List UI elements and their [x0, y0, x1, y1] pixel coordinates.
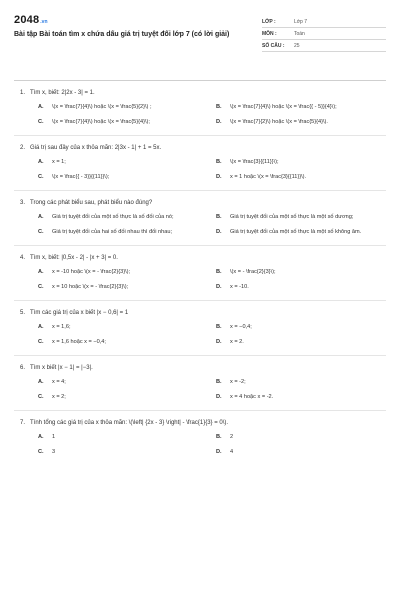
option-letter: D. [216, 228, 222, 235]
option-letter: A. [38, 434, 44, 440]
meta-row-class [262, 16, 386, 28]
answer-option[interactable] [216, 174, 386, 182]
answer-option[interactable] [216, 339, 386, 347]
answer-option[interactable] [38, 284, 208, 292]
option-letter: D. [216, 118, 222, 125]
option-text: \(x = \frac{7}{4}\) hoặc \(x = \frac{5}{4}\); [52, 118, 150, 125]
question-number: 1. [20, 90, 26, 96]
question-text: Tính tổng các giá trị của x thỏa mãn: \(\left| {2x - 3} \right| - \frac{1}{3} = 0\). [30, 420, 229, 426]
option-letter: A. [38, 379, 44, 385]
question-item [14, 144, 386, 191]
answer-option[interactable] [216, 379, 386, 387]
question-number: 4. [20, 255, 26, 261]
question-stem [14, 199, 386, 207]
logo-main-text: 2048 [14, 14, 40, 26]
option-letter: B. [216, 214, 222, 220]
option-letter: A. [38, 269, 44, 275]
option-letter: D. [216, 173, 222, 180]
option-text: x = 4 hoặc x = -2. [230, 393, 274, 400]
option-text: x = -2; [230, 379, 246, 385]
answer-option[interactable] [216, 119, 386, 127]
question-divider [14, 135, 386, 136]
meta-row-count [262, 40, 386, 52]
option-text: x = −0,4; [230, 324, 252, 330]
option-letter: C. [38, 448, 44, 455]
meta-value: Toán [294, 30, 305, 37]
question-text: Tìm các giá trị của x biết |x − 0,6| = 1 [30, 310, 129, 316]
answer-option[interactable] [38, 229, 208, 237]
answer-option[interactable] [38, 434, 208, 442]
meta-label: SỐ CÂU : [262, 42, 285, 49]
option-text: x = 10 hoặc \(x = - \frac{2}{3}\); [52, 283, 129, 290]
answer-option[interactable] [38, 339, 208, 347]
answer-options [14, 104, 386, 126]
question-number: 7. [20, 420, 26, 426]
option-text: \(x = - \frac{2}{3}\); [230, 269, 276, 275]
logo-domain-text: .vn [40, 19, 48, 25]
answer-option[interactable] [38, 269, 208, 277]
option-letter: B. [216, 159, 222, 165]
meta-label: MÔN : [262, 30, 277, 37]
document-title: Bài tập Bài toán tìm x chứa dấu giá trị tuyệt đối lớp 7 (có lời giải) [14, 31, 230, 38]
question-text: Tìm x biết |x − 1| = |−3|. [30, 365, 93, 371]
option-text: x = 4; [52, 379, 66, 385]
answer-option[interactable] [216, 449, 386, 457]
brand [14, 14, 244, 62]
meta-info [262, 16, 386, 62]
answer-option[interactable] [216, 394, 386, 402]
question-stem [14, 144, 386, 152]
answer-options [14, 269, 386, 291]
question-divider [14, 410, 386, 411]
meta-value: Lớp 7 [294, 18, 308, 25]
question-item [14, 419, 386, 456]
header-divider [14, 80, 386, 81]
option-text: x = 1 hoặc \(x = \frac{3}{{11}}\). [230, 173, 307, 180]
meta-row-subject [262, 28, 386, 40]
option-text: x = -10. [230, 283, 249, 290]
option-letter: B. [216, 104, 222, 110]
option-text: Giá trị tuyệt đối của một số thực là một số dương; [230, 214, 354, 220]
option-letter: C. [38, 173, 44, 180]
option-text: x = -10 hoặc \(x = - \frac{2}{3}\); [52, 269, 131, 275]
option-text: x = 2. [230, 338, 244, 345]
answer-option[interactable] [38, 379, 208, 387]
option-letter: C. [38, 228, 44, 235]
option-letter: A. [38, 214, 44, 220]
option-letter: A. [38, 159, 44, 165]
answer-option[interactable] [216, 229, 386, 237]
option-text: \(x = \frac{7}{4}\) hoặc \(x = \frac{{ - 5}}{4}\); [230, 104, 337, 110]
option-text: \(x = \frac{7}{4}\) hoặc \(x = \frac{5}{2}\) ; [52, 104, 152, 110]
option-text: x = 2; [52, 393, 66, 400]
option-text: 1 [52, 434, 56, 440]
option-text: \(x = \frac{7}{2}\) hoặc \(x = \frac{5}{4}\). [230, 118, 328, 125]
option-text: 4 [230, 448, 234, 455]
option-letter: D. [216, 338, 222, 345]
answer-option[interactable] [216, 324, 386, 332]
meta-label: LỚP : [262, 18, 276, 25]
option-text: \(x = \frac{{ - 3}}{{11}}\); [52, 173, 110, 180]
question-divider [14, 300, 386, 301]
answer-option[interactable] [216, 214, 386, 222]
question-list [14, 89, 386, 456]
option-letter: D. [216, 283, 222, 290]
question-divider [14, 355, 386, 356]
answer-option[interactable] [38, 324, 208, 332]
question-text: Tìm x, biết: 2|2x - 3| = 1. [30, 90, 95, 96]
option-text: Giá trị tuyệt đối của một số thực là một số không âm. [230, 228, 362, 235]
option-letter: A. [38, 324, 44, 330]
question-divider [14, 245, 386, 246]
answer-option[interactable] [216, 159, 386, 167]
answer-options [14, 434, 386, 456]
option-letter: C. [38, 393, 44, 400]
question-stem [14, 309, 386, 317]
answer-option[interactable] [216, 434, 386, 442]
answer-options [14, 324, 386, 346]
question-number: 2. [20, 145, 26, 151]
answer-option[interactable] [38, 104, 208, 112]
question-stem [14, 254, 386, 262]
question-number: 6. [20, 365, 26, 371]
answer-options [14, 379, 386, 401]
question-item [14, 89, 386, 136]
option-letter: C. [38, 283, 44, 290]
question-stem [14, 419, 386, 427]
answer-option[interactable] [38, 449, 208, 457]
option-letter: D. [216, 448, 222, 455]
option-letter: D. [216, 393, 222, 400]
question-text: Tìm x, biết: |0,5x - 2| - |x + 3| = 0. [30, 255, 118, 261]
option-text: Giá trị tuyệt đối của một số thực là số đối của nó; [52, 214, 174, 220]
option-text: x = 1,6; [52, 324, 71, 330]
option-letter: A. [38, 104, 44, 110]
option-letter: C. [38, 118, 44, 125]
answer-option[interactable] [216, 269, 386, 277]
question-stem [14, 89, 386, 97]
question-item [14, 254, 386, 301]
answer-options [14, 214, 386, 236]
question-number: 3. [20, 200, 26, 206]
question-item [14, 364, 386, 411]
meta-value: 25 [294, 42, 300, 49]
answer-option[interactable] [216, 284, 386, 292]
header [14, 14, 386, 62]
question-divider [14, 190, 386, 191]
question-text: Trong các phát biểu sau, phát biểu nào đúng? [30, 200, 153, 206]
answer-option[interactable] [38, 394, 208, 402]
option-letter: B. [216, 379, 222, 385]
option-text: x = 1,6 hoặc x = −0,4; [52, 338, 106, 345]
answer-option[interactable] [38, 174, 208, 182]
option-text: x = 1; [52, 159, 66, 165]
answer-option[interactable] [38, 159, 208, 167]
answer-options [14, 159, 386, 181]
option-letter: B. [216, 324, 222, 330]
option-text: 2 [230, 434, 234, 440]
answer-option[interactable] [38, 119, 208, 127]
option-letter: C. [38, 338, 44, 345]
option-letter: B. [216, 269, 222, 275]
option-text: \(x = \frac{3}{{11}}\); [230, 159, 279, 165]
option-text: 3 [52, 448, 56, 455]
option-text: Giá trị tuyệt đối của hai số đối nhau thì đối nhau; [52, 228, 173, 235]
answer-option[interactable] [216, 104, 386, 112]
question-stem [14, 364, 386, 372]
question-item [14, 309, 386, 356]
site-logo[interactable] [14, 14, 244, 26]
option-letter: B. [216, 434, 222, 440]
question-text: Giá trị sau đây của x thỏa mãn: 2|3x - 1| + 1 = 5x. [30, 145, 162, 151]
question-number: 5. [20, 310, 26, 316]
question-item [14, 199, 386, 246]
answer-option[interactable] [38, 214, 208, 222]
